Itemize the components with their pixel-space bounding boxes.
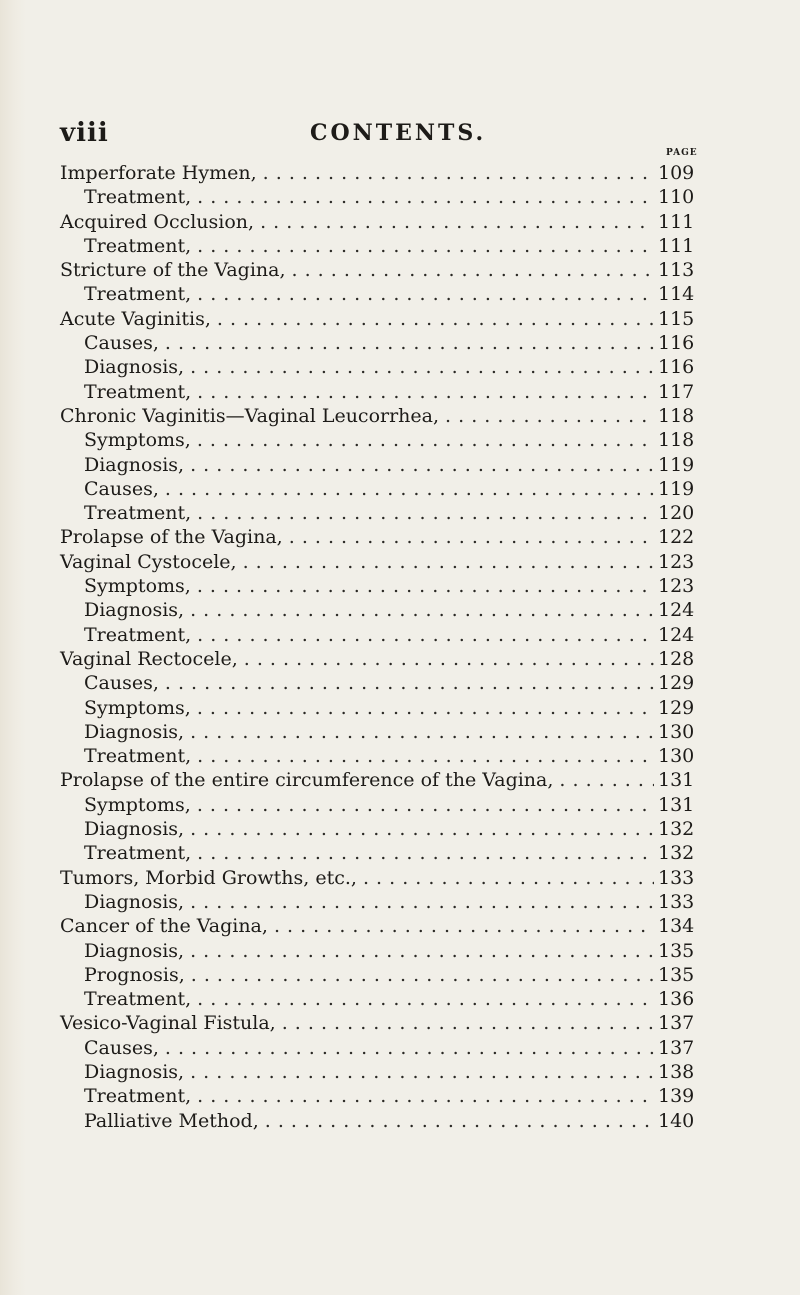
toc-entry bbox=[60, 234, 700, 258]
toc-entry bbox=[60, 1060, 700, 1084]
toc-entry-title: Causes, bbox=[84, 332, 159, 355]
toc-entry bbox=[60, 525, 700, 549]
dot-leader bbox=[363, 866, 654, 890]
toc-entry bbox=[60, 307, 700, 331]
dot-leader bbox=[190, 598, 654, 622]
dot-leader bbox=[197, 623, 654, 647]
page-column-label: PAGE bbox=[666, 148, 698, 158]
toc-entry-page: 117 bbox=[658, 380, 695, 403]
toc-entry bbox=[60, 380, 700, 404]
dot-leader bbox=[292, 258, 654, 282]
toc-entry-page: 119 bbox=[658, 453, 695, 476]
toc-entry-page: 123 bbox=[658, 575, 695, 598]
toc-entry-page: 114 bbox=[658, 283, 695, 306]
toc-entry bbox=[60, 793, 700, 817]
toc-entry-page: 129 bbox=[658, 672, 695, 695]
dot-leader bbox=[274, 914, 654, 938]
dot-leader bbox=[165, 331, 654, 355]
toc-entry-page: 136 bbox=[658, 988, 695, 1011]
toc-entry bbox=[60, 1084, 700, 1108]
toc-entry-title: Treatment, bbox=[84, 186, 192, 209]
toc-entry-title: Treatment, bbox=[84, 623, 192, 646]
dot-leader bbox=[197, 987, 654, 1011]
toc-entry bbox=[60, 671, 700, 695]
toc-entry-page: 135 bbox=[658, 939, 695, 962]
toc-entry bbox=[60, 817, 700, 841]
dot-leader bbox=[197, 574, 654, 598]
toc-entry-page: 116 bbox=[658, 332, 695, 355]
page-number: viii bbox=[60, 118, 109, 148]
toc-entry-page: 135 bbox=[658, 963, 695, 986]
dot-leader bbox=[445, 404, 654, 428]
dot-leader bbox=[165, 1036, 654, 1060]
dot-leader bbox=[197, 282, 654, 306]
toc-entry-page: 129 bbox=[658, 696, 695, 719]
toc-entry bbox=[60, 428, 700, 452]
toc-entry bbox=[60, 841, 700, 865]
toc-entry-page: 109 bbox=[658, 162, 695, 184]
toc-entry bbox=[60, 647, 700, 671]
toc-entry-title: Palliative Method, bbox=[84, 1109, 259, 1132]
dot-leader bbox=[190, 817, 654, 841]
toc-entry bbox=[60, 210, 700, 234]
toc-entry-title: Acute Vaginitis, bbox=[60, 307, 211, 330]
toc-entry bbox=[60, 987, 700, 1011]
toc-entry-title: Treatment, bbox=[84, 988, 192, 1011]
toc-entry-title: Diagnosis, bbox=[84, 1060, 185, 1083]
toc-entry bbox=[60, 477, 700, 501]
toc-entry-page: 134 bbox=[658, 915, 695, 938]
toc-entry-title: Prolapse of the entire circumference of the Vagina, bbox=[60, 769, 554, 792]
toc-entry-title: Treatment, bbox=[84, 283, 192, 306]
dot-leader bbox=[265, 1109, 654, 1133]
toc-entry-title: Diagnosis, bbox=[84, 453, 185, 476]
toc-entry-title: Diagnosis, bbox=[84, 599, 185, 622]
dot-leader bbox=[190, 453, 654, 477]
toc-entry-page: 132 bbox=[658, 818, 695, 841]
page-edge-shadow bbox=[0, 0, 26, 1295]
toc-entry bbox=[60, 963, 700, 987]
toc-entry bbox=[60, 744, 700, 768]
toc-entry-page: 130 bbox=[658, 720, 695, 743]
dot-leader bbox=[243, 550, 654, 574]
dot-leader bbox=[190, 890, 654, 914]
toc-entry-title: Diagnosis, bbox=[84, 356, 185, 379]
toc-entry-title: Treatment, bbox=[84, 380, 192, 403]
toc-entry-page: 111 bbox=[658, 210, 695, 233]
toc-entry-page: 133 bbox=[658, 890, 695, 913]
toc-entry-page: 132 bbox=[658, 842, 695, 865]
dot-leader bbox=[190, 720, 654, 744]
dot-leader bbox=[197, 428, 654, 452]
toc-entry-page: 138 bbox=[658, 1060, 695, 1083]
toc-entry bbox=[60, 550, 700, 574]
toc-entry-page: 128 bbox=[658, 647, 695, 670]
toc-entry bbox=[60, 598, 700, 622]
dot-leader bbox=[191, 963, 654, 987]
toc-entry-title: Imperforate Hymen, bbox=[60, 162, 257, 184]
toc-entry-page: 124 bbox=[658, 599, 695, 622]
toc-entry bbox=[60, 161, 700, 185]
dot-leader bbox=[165, 477, 654, 501]
toc-entry-page: 140 bbox=[658, 1109, 695, 1132]
toc-entry bbox=[60, 404, 700, 428]
running-title: CONTENTS. bbox=[310, 120, 487, 146]
toc-entry-title: Treatment, bbox=[84, 1085, 192, 1108]
toc-entry-page: 110 bbox=[658, 186, 695, 209]
dot-leader bbox=[244, 647, 654, 671]
toc-entry-title: Symptoms, bbox=[84, 429, 191, 452]
dot-leader bbox=[263, 161, 654, 185]
toc-entry-title: Causes, bbox=[84, 477, 159, 500]
toc-entry-title: Treatment, bbox=[84, 745, 192, 768]
toc-entry-title: Causes, bbox=[84, 672, 159, 695]
toc-entry bbox=[60, 185, 700, 209]
toc-entry-title: Symptoms, bbox=[84, 793, 191, 816]
dot-leader bbox=[197, 501, 654, 525]
toc-entry-title: Vaginal Cystocele, bbox=[60, 550, 237, 573]
toc-entry-title: Vaginal Rectocele, bbox=[60, 647, 238, 670]
toc-entry-title: Symptoms, bbox=[84, 575, 191, 598]
toc-entry-title: Symptoms, bbox=[84, 696, 191, 719]
toc-entry bbox=[60, 1109, 700, 1133]
toc-entry-page: 119 bbox=[658, 477, 695, 500]
toc-entry-page: 118 bbox=[658, 404, 695, 427]
toc-entry-page: 123 bbox=[658, 550, 695, 573]
dot-leader bbox=[197, 696, 654, 720]
toc-entry bbox=[60, 939, 700, 963]
toc-entry-title: Treatment, bbox=[84, 502, 192, 525]
dot-leader bbox=[282, 1011, 654, 1035]
dot-leader bbox=[197, 185, 654, 209]
dot-leader bbox=[197, 744, 654, 768]
toc-entry-page: 131 bbox=[658, 793, 695, 816]
toc-entry-page: 139 bbox=[658, 1085, 695, 1108]
toc-entry-page: 113 bbox=[658, 259, 695, 282]
dot-leader bbox=[190, 355, 654, 379]
toc-entry-page: 115 bbox=[658, 307, 695, 330]
toc-entry-title: Cancer of the Vagina, bbox=[60, 915, 268, 938]
toc-entry bbox=[60, 720, 700, 744]
toc-entry bbox=[60, 355, 700, 379]
toc-entry-page: 120 bbox=[658, 502, 695, 525]
toc-entry-title: Chronic Vaginitis—Vaginal Leucorrhea, bbox=[60, 404, 440, 427]
toc-entry bbox=[60, 453, 700, 477]
dot-leader bbox=[190, 939, 654, 963]
toc-entry-title: Prognosis, bbox=[84, 963, 185, 986]
dot-leader bbox=[260, 210, 654, 234]
toc-entry bbox=[60, 258, 700, 282]
toc-entry-page: 137 bbox=[658, 1036, 695, 1059]
table-of-contents bbox=[60, 161, 700, 1133]
toc-entry bbox=[60, 623, 700, 647]
toc-entry-page: 133 bbox=[658, 866, 695, 889]
dot-leader bbox=[197, 841, 654, 865]
dot-leader bbox=[289, 525, 654, 549]
toc-entry-title: Treatment, bbox=[84, 234, 192, 257]
toc-entry bbox=[60, 914, 700, 938]
dot-leader bbox=[165, 671, 654, 695]
toc-entry bbox=[60, 696, 700, 720]
dot-leader bbox=[197, 234, 654, 258]
toc-entry bbox=[60, 282, 700, 306]
toc-entry-title: Acquired Occlusion, bbox=[60, 210, 255, 233]
toc-entry-title: Diagnosis, bbox=[84, 818, 185, 841]
page-header bbox=[60, 118, 690, 148]
toc-entry-title: Causes, bbox=[84, 1036, 159, 1059]
dot-leader bbox=[197, 380, 654, 404]
toc-entry-title: Diagnosis, bbox=[84, 720, 185, 743]
toc-entry bbox=[60, 501, 700, 525]
toc-entry bbox=[60, 331, 700, 355]
toc-entry bbox=[60, 574, 700, 598]
toc-entry-title: Diagnosis, bbox=[84, 939, 185, 962]
toc-entry-page: 137 bbox=[658, 1012, 695, 1035]
toc-entry-title: Diagnosis, bbox=[84, 890, 185, 913]
toc-entry-title: Tumors, Morbid Growths, etc., bbox=[60, 866, 357, 889]
toc-entry-title: Prolapse of the Vagina, bbox=[60, 526, 283, 549]
dot-leader bbox=[197, 793, 654, 817]
toc-entry bbox=[60, 768, 700, 792]
toc-entry-title: Treatment, bbox=[84, 842, 192, 865]
toc-entry bbox=[60, 1036, 700, 1060]
dot-leader bbox=[190, 1060, 654, 1084]
toc-entry-title: Vesico-Vaginal Fistula, bbox=[60, 1012, 276, 1035]
toc-entry bbox=[60, 890, 700, 914]
dot-leader bbox=[559, 768, 654, 792]
toc-entry-page: 124 bbox=[658, 623, 695, 646]
toc-entry-page: 122 bbox=[658, 526, 695, 549]
toc-entry-page: 131 bbox=[658, 769, 695, 792]
toc-entry-page: 118 bbox=[658, 429, 695, 452]
dot-leader bbox=[197, 1084, 654, 1108]
toc-entry-page: 116 bbox=[658, 356, 695, 379]
dot-leader bbox=[217, 307, 654, 331]
toc-entry bbox=[60, 1011, 700, 1035]
toc-entry-page: 111 bbox=[658, 234, 695, 257]
toc-entry-title: Stricture of the Vagina, bbox=[60, 259, 286, 282]
toc-entry bbox=[60, 866, 700, 890]
toc-entry-page: 130 bbox=[658, 745, 695, 768]
